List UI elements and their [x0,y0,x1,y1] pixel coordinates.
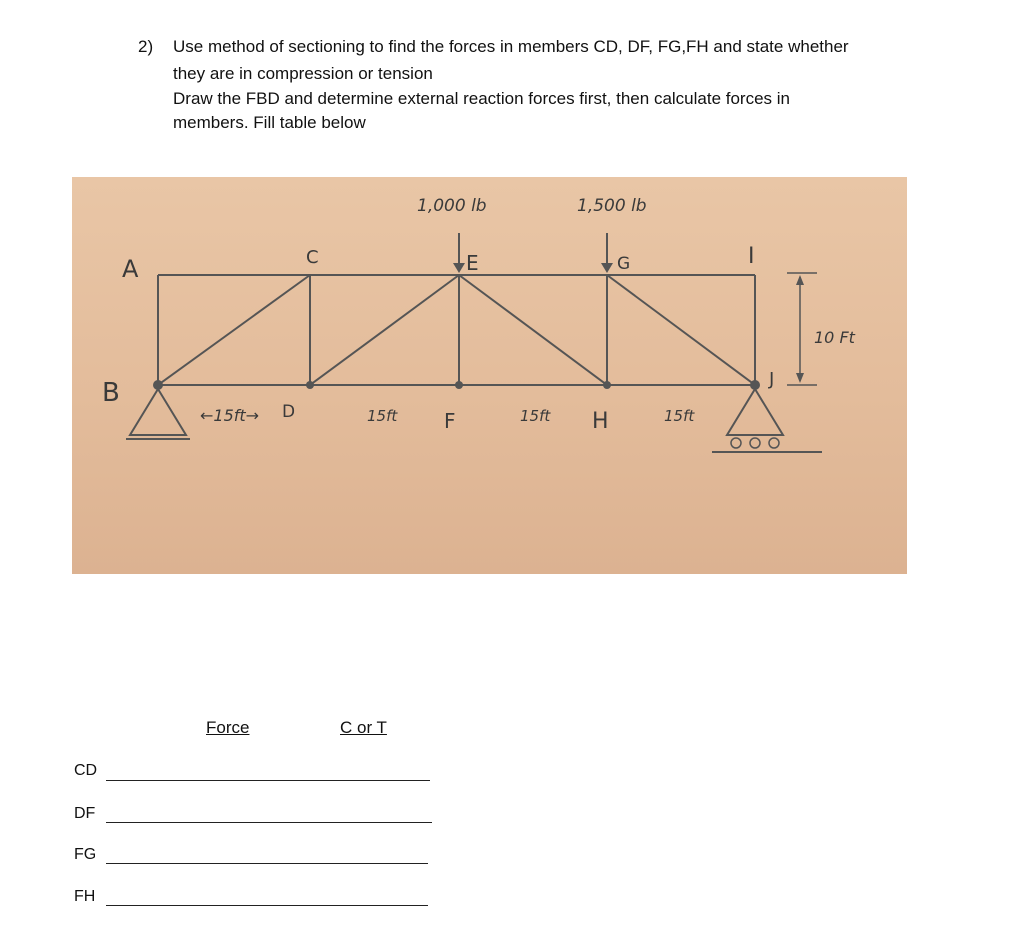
dim-label-df: 15ft [367,407,398,425]
question-line-4: members. Fill table below [173,113,366,132]
node-label-g: G [617,254,631,274]
answer-line-df[interactable] [106,822,432,823]
member-eh [459,275,607,385]
answer-line-cd[interactable] [106,780,430,781]
node-label-h: H [592,409,609,434]
c-or-t-column-header: C or T [340,718,387,737]
truss-figure [72,177,907,574]
node-label-e: E [466,251,479,275]
node-label-j: J [769,369,775,390]
dim-label-fh: 15ft [520,407,551,425]
node-label-b: B [102,378,120,408]
dim-label-hj: 15ft [664,407,695,425]
node-label-f: F [444,409,456,433]
question-number: 2) [138,37,154,56]
node-label-c: C [306,247,319,268]
row-label-cd: CD [74,762,98,779]
joint-d [306,381,314,389]
height-label: 10 Ft [814,328,855,347]
answer-line-fh[interactable] [106,905,428,906]
row-label-fg: FG [74,846,97,863]
joint-h [603,381,611,389]
truss-drawing [72,177,907,574]
row-label-fh: FH [74,888,96,905]
row-label-df: DF [74,805,96,822]
member-gj [607,275,755,385]
dim-label-bd: ←15ft→ [200,406,260,425]
question-line-1: Use method of sectioning to find the forces in members CD, DF, FG,FH and state whether [173,37,849,56]
load-label-g: 1,500 lb [577,196,647,216]
member-bc [158,275,310,385]
question-line-2: they are in compression or tension [173,64,433,83]
node-label-d: D [282,402,296,422]
force-column-header: Force [206,718,250,737]
question-line-3: Draw the FBD and determine external reaction forces first, then calculate forces in [173,89,791,108]
member-de [310,275,459,385]
load-label-e: 1,000 lb [417,196,487,216]
roller-support [727,389,783,435]
pin-support [130,389,186,435]
answer-line-fg[interactable] [106,863,428,864]
joint-f [455,381,463,389]
node-label-i: I [748,244,755,269]
node-label-a: A [122,255,139,283]
